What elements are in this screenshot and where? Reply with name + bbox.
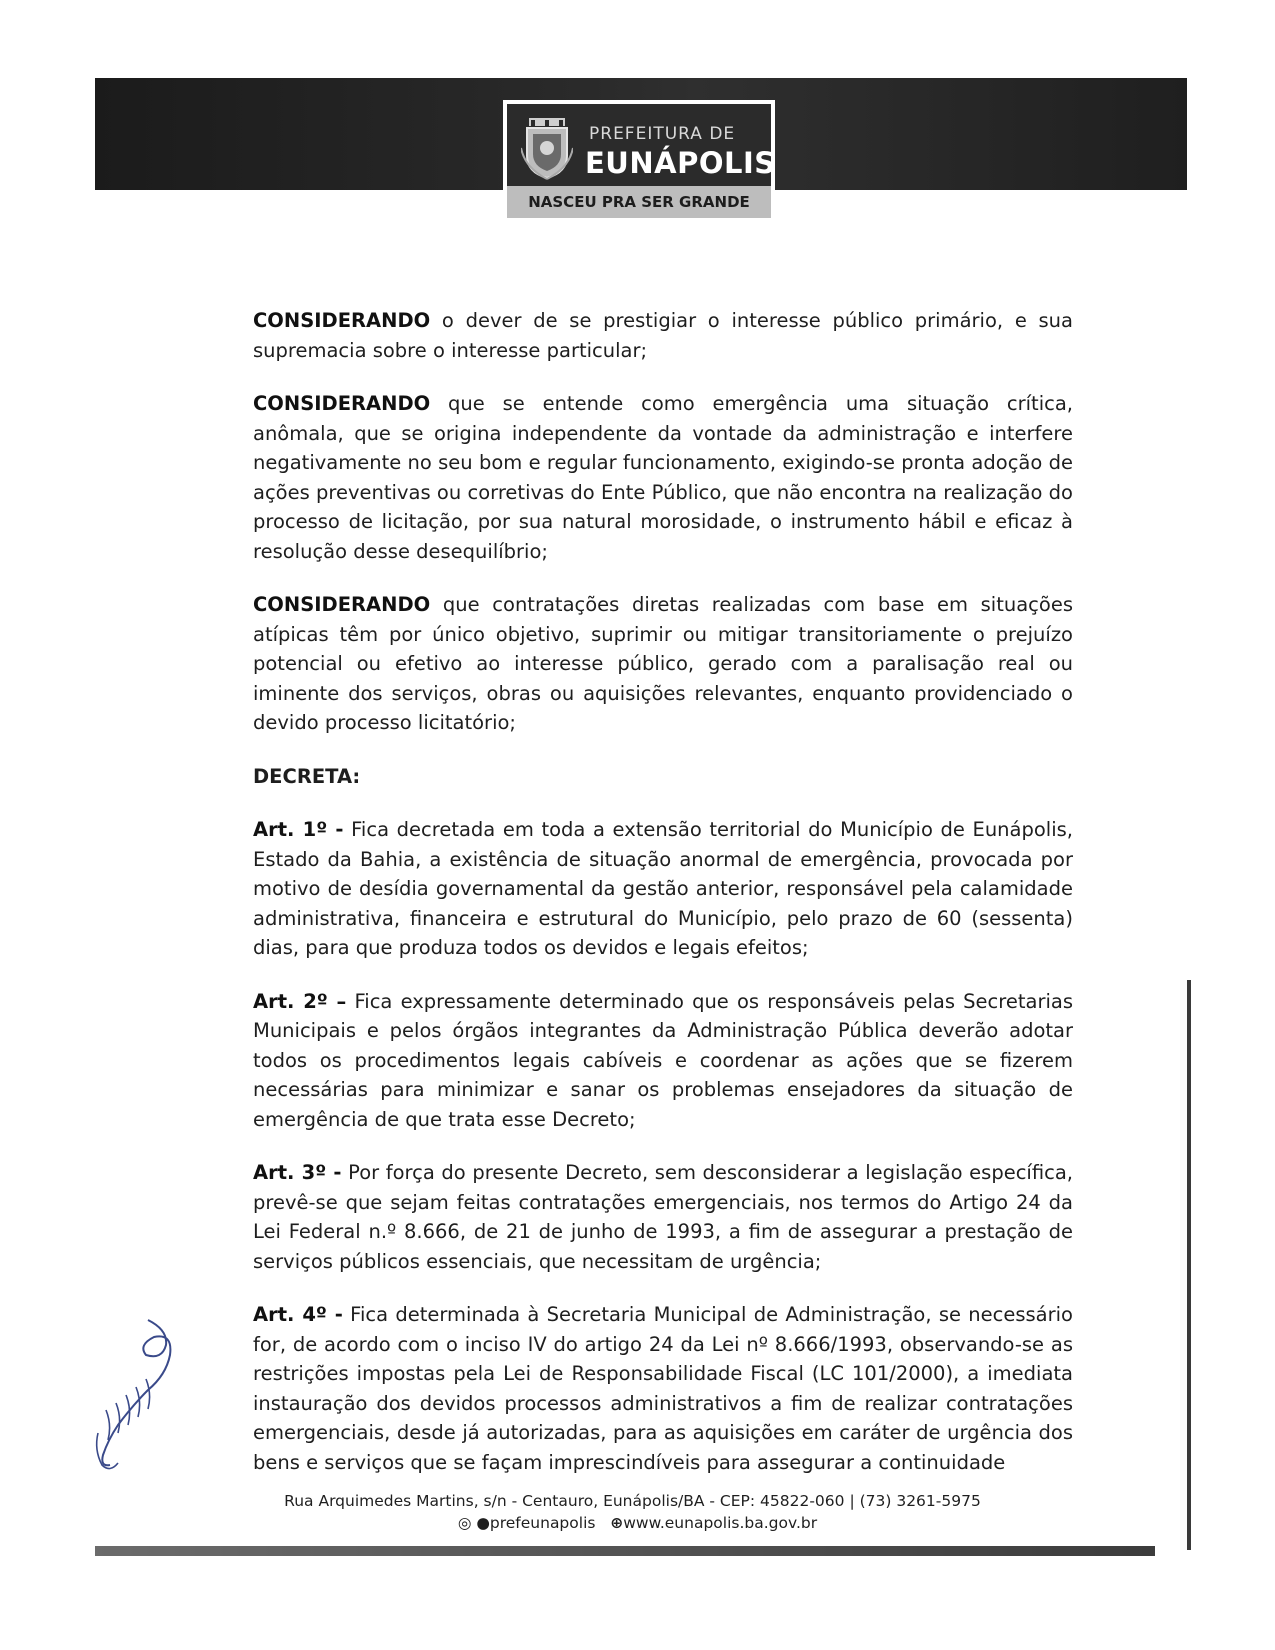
paragraph-text: o dever de se prestigiar o interesse público primário, e sua supremacia sobre o interesse particular; — [253, 309, 1073, 362]
article-text: Fica decretada em toda a extensão territorial do Município de Eunápolis, Estado da Bahia, a existência de situação anormal de emergência, provocada por motivo de desídia governamental da gestão anterior, responsável pela calamidade administrativa, financeira e estrutural do Município, pelo prazo de 60 (sessenta) dias, para que produza todos os devidos e legais efeitos; — [253, 818, 1073, 959]
coat-of-arms-icon — [521, 118, 573, 180]
footer-address: Rua Arquimedes Martins, s/n - Centauro, Eunápolis/BA - CEP: 45822-060 | (73) 3261-5975 — [284, 1492, 981, 1510]
logo-tagline: NASCEU PRA SER GRANDE — [507, 186, 771, 218]
paragraph-lead: CONSIDERANDO — [253, 309, 431, 332]
article-text: Por força do presente Decreto, sem desconsiderar a legislação específica, prevê-se que sejam feitas contratações emergenciais, nos termos do Artigo 24 da Lei Federal n.º 8.666, de 21 de junho de 1993, a fim de assegurar a prestação de serviços públicos essenciais, que necessitam de urgência; — [253, 1161, 1073, 1273]
footer-bar — [95, 1546, 1155, 1556]
instagram-icon: ◎ — [457, 1514, 472, 1532]
paragraph-text: que contratações diretas realizadas com base em situações atípicas têm por único objetivo, suprimir ou mitigar transitoriamente o prejuízo potencial ou efetivo ao interesse público, gerado com a paralisação real ou iminente dos serviços, obras ou aquisições relevantes, enquanto providenciado o devido processo licitatório; — [253, 593, 1073, 734]
article-lead: Art. 4º - — [253, 1303, 343, 1326]
considerando-paragraph-3 — [253, 590, 1073, 738]
paragraph-lead: CONSIDERANDO — [253, 392, 431, 415]
considerando-paragraph-2 — [253, 389, 1073, 566]
article-lead: Art. 3º - — [253, 1161, 342, 1184]
footer-social — [0, 1514, 1275, 1532]
footer-website[interactable]: www.eunapolis.ba.gov.br — [623, 1514, 818, 1532]
paragraph-text: que se entende como emergência uma situação crítica, anômala, que se origina independente da vontade da administração e interfere negativamente no seu bom e regular funcionamento, exigindo-se pronta adoção de ações preventivas ou corretivas do Ente Público, que não encontra na realização do processo de licitação, por sua natural morosidade, o instrumento hábil e eficaz à resolução desse desequilíbrio; — [253, 392, 1073, 563]
facebook-icon: ● — [476, 1514, 490, 1532]
page-footer — [0, 1492, 1275, 1532]
handwritten-signature — [88, 1315, 198, 1475]
logo-line-eunapolis: EUNÁPOLIS — [585, 146, 776, 180]
footer-social-handle[interactable]: prefeunapolis — [489, 1514, 596, 1532]
scan-edge-shadow — [1187, 980, 1191, 1550]
considerando-paragraph-1 — [253, 306, 1073, 365]
globe-icon: ⊕ — [610, 1514, 624, 1532]
article-4 — [253, 1300, 1073, 1477]
article-1 — [253, 815, 1073, 963]
article-2 — [253, 987, 1073, 1135]
decreta-heading: DECRETA: — [253, 764, 361, 788]
article-lead: Art. 2º – — [253, 989, 347, 1013]
article-3 — [253, 1158, 1073, 1276]
article-text: Fica determinada à Secretaria Municipal de Administração, se necessário for, de acordo com o inciso IV do artigo 24 da Lei nº 8.666/1993, observando-se as restrições impostas pela Lei de Responsabilidade Fiscal (LC 101/2000), a imediata instauração dos devidos processos administrativos a fim de realizar contratações emergenciais, desde já autorizadas, para as aquisições em caráter de urgência dos bens e serviços que se façam imprescindíveis para assegurar a continuidade — [253, 1303, 1073, 1474]
prefeitura-logo — [503, 100, 775, 222]
article-lead: Art. 1º - — [253, 818, 344, 841]
article-text: Fica expressamente determinado que os responsáveis pelas Secretarias Municipais e pelos órgãos integrantes da Administração Pública deverão adotar todos os procedimentos legais cabíveis e coordenar as ações que se fizerem necessárias para minimizar e sanar os problemas ensejadores da situação de emergência de que trata esse Decreto; — [253, 989, 1073, 1131]
document-body — [253, 306, 1073, 1501]
paragraph-lead: CONSIDERANDO — [253, 593, 431, 616]
logo-line-prefeitura: PREFEITURA DE — [589, 124, 736, 144]
